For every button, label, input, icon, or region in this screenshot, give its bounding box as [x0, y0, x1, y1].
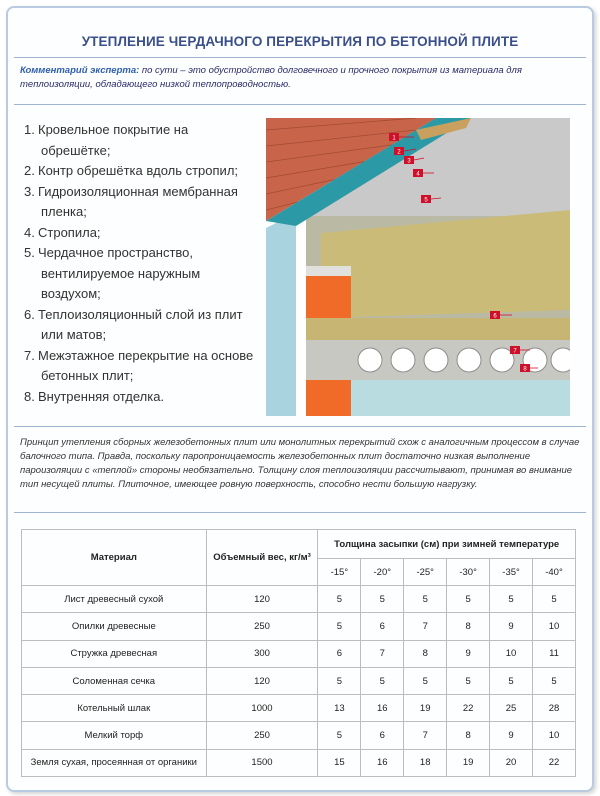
layer-item: 7. Межэтажное перекрытие на основе бетонных плит;: [24, 347, 254, 383]
facade-sheathing: [266, 213, 296, 416]
cell-material: Котельный шлак: [22, 695, 207, 722]
header-temp: -40°: [533, 559, 576, 586]
svg-text:7: 7: [513, 348, 517, 355]
cell-thickness: 5: [318, 586, 361, 613]
layer-item: 2. Контр обрешётка вдоль стропил;: [24, 163, 239, 178]
cell-thickness: 15: [318, 749, 361, 776]
header-temp: -30°: [447, 559, 490, 586]
cell-thickness: 13: [318, 695, 361, 722]
cell-thickness: 22: [533, 749, 576, 776]
cell-thickness: 5: [404, 586, 447, 613]
table-row: [22, 640, 576, 667]
cell-thickness: 19: [404, 695, 447, 722]
roof-section-illustration: [266, 118, 570, 416]
expert-comment-label: Комментарий эксперта:: [20, 65, 140, 76]
cell-weight: 250: [206, 722, 318, 749]
svg-text:4: 4: [416, 171, 420, 178]
cell-thickness: 5: [533, 586, 576, 613]
header-thickness: Толщина засыпки (см) при зимней температуре: [318, 530, 576, 559]
cell-thickness: 5: [447, 667, 490, 694]
svg-text:6: 6: [493, 313, 497, 320]
cell-material: Стружка древесная: [22, 640, 207, 667]
cell-material: Соломенная сечка: [22, 667, 207, 694]
svg-text:1: 1: [392, 135, 396, 142]
svg-text:8: 8: [523, 366, 527, 373]
layers-list: [24, 120, 270, 407]
slab-bearing: [306, 340, 351, 380]
header-temp: -20°: [361, 559, 404, 586]
layer-item: 6. Теплоизоляционный слой из плит или матов;: [24, 306, 243, 342]
page-title: УТЕПЛЕНИЕ ЧЕРДАЧНОГО ПЕРЕКРЫТИЯ ПО БЕТОННОЙ ПЛИТЕ: [81, 34, 519, 49]
cell-weight: 300: [206, 640, 318, 667]
table-row: [22, 667, 576, 694]
cell-thickness: 8: [404, 640, 447, 667]
layer-item: 1. Кровельное покрытие на обрешётке;: [24, 122, 189, 158]
cell-thickness: 10: [533, 613, 576, 640]
comment-divider: [14, 104, 586, 105]
cell-thickness: 18: [404, 749, 447, 776]
table-row: [22, 749, 576, 776]
expert-comment-text: по сути – это обустройство долговечного и прочного покрытия из материала для теплоизоляции, обладающего низкой теплопроводностью.: [20, 65, 522, 90]
cell-thickness: 20: [490, 749, 533, 776]
cell-thickness: 16: [361, 749, 404, 776]
cell-thickness: 11: [533, 640, 576, 667]
layer-item: 5. Чердачное пространство, вентилируемое наружным воздухом;: [24, 245, 201, 301]
layer-item: 4. Стропила;: [24, 224, 101, 240]
method-note: Принцип утепления сборных железобетонных плит или монолитных перекрытий схож с аналогичным процессом в случае балочного типа. Правда, поскольку паропроницаемость железобетонных плит достаточно низкая выполнение пароизоляции с «теплой» стороны необязательно. Толщину слоя теплоизоляции рассчитывают, принимая во внимание тип несущей плиты. Плиточное, имеющее ровную поверхность, способно нести большую нагрузку.: [20, 437, 580, 490]
cell-thickness: 5: [361, 586, 404, 613]
cell-thickness: 6: [361, 613, 404, 640]
table-divider: [14, 512, 586, 513]
cell-thickness: 9: [490, 722, 533, 749]
cell-thickness: 5: [533, 667, 576, 694]
title-divider: [14, 57, 586, 58]
cell-thickness: 6: [361, 722, 404, 749]
table-body: [22, 586, 576, 777]
cell-thickness: 22: [447, 695, 490, 722]
table-row: [22, 695, 576, 722]
cell-thickness: 19: [447, 749, 490, 776]
svg-text:5: 5: [424, 197, 428, 204]
cell-material: Лист древесный сухой: [22, 586, 207, 613]
insulation-table: [21, 529, 576, 777]
cell-thickness: 7: [404, 722, 447, 749]
interior-finish: [351, 380, 570, 416]
cell-material: Земля сухая, просеянная от органики: [22, 749, 207, 776]
layer-item: 8. Внутренняя отделка.: [24, 388, 165, 404]
cell-weight: 120: [206, 667, 318, 694]
wall-cap: [306, 266, 351, 276]
header-temp: -35°: [490, 559, 533, 586]
cell-weight: 1500: [206, 749, 318, 776]
cell-material: Опилки древесные: [22, 613, 207, 640]
cell-thickness: 28: [533, 695, 576, 722]
cell-thickness: 7: [361, 640, 404, 667]
cell-thickness: 5: [447, 586, 490, 613]
cell-weight: 1000: [206, 695, 318, 722]
cell-thickness: 25: [490, 695, 533, 722]
svg-text:2: 2: [397, 149, 401, 156]
insulation-layer: [306, 318, 570, 340]
cell-thickness: 5: [318, 613, 361, 640]
cell-thickness: 10: [490, 640, 533, 667]
header-temp: -25°: [404, 559, 447, 586]
header-weight: Объемный вес, кг/м³: [206, 530, 318, 586]
cell-weight: 250: [206, 613, 318, 640]
note-divider: [14, 426, 586, 427]
cell-thickness: 8: [447, 722, 490, 749]
cell-thickness: 9: [447, 640, 490, 667]
table-row: [22, 613, 576, 640]
roof-section-svg: [266, 118, 570, 416]
expert-comment: [20, 64, 580, 92]
table-row: [22, 586, 576, 613]
cell-thickness: 10: [533, 722, 576, 749]
table-row: [22, 722, 576, 749]
cell-thickness: 5: [490, 586, 533, 613]
cell-thickness: 16: [361, 695, 404, 722]
header-material: Материал: [22, 530, 207, 586]
cell-thickness: 6: [318, 640, 361, 667]
cell-thickness: 9: [490, 613, 533, 640]
cell-thickness: 5: [361, 667, 404, 694]
cell-thickness: 5: [318, 667, 361, 694]
header-temp: -15°: [318, 559, 361, 586]
cell-weight: 120: [206, 586, 318, 613]
layer-item: 3. Гидроизоляционная мембранная пленка;: [24, 183, 238, 219]
cell-thickness: 7: [404, 613, 447, 640]
cell-thickness: 8: [447, 613, 490, 640]
cell-thickness: 5: [490, 667, 533, 694]
cell-thickness: 5: [404, 667, 447, 694]
svg-text:3: 3: [407, 158, 411, 165]
cell-material: Мелкий торф: [22, 722, 207, 749]
cell-thickness: 5: [318, 722, 361, 749]
